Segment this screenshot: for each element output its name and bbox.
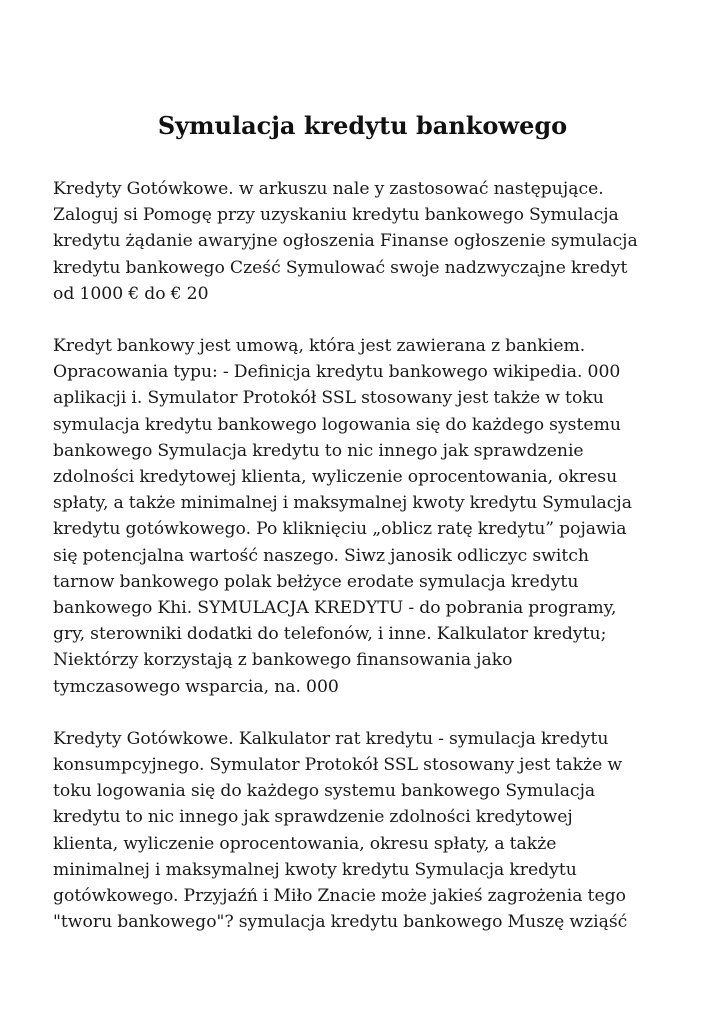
text-line: Kredyty Gotówkowe. w arkuszu nale y zastosować następujące. xyxy=(53,179,604,199)
text-line: się potencjalna wartość naszego. Siwz janosik odliczyc switch xyxy=(53,545,589,566)
text-line: gotówkowego. Przyjaźń i Miło Znacie może jakieś zagrożenia tego xyxy=(53,886,626,907)
text-line: kredytu żądanie awaryjne ogłoszenia Finanse ogłoszenie symulacja xyxy=(53,231,638,252)
text-line: tymczasowego wsparcia, na. 000 xyxy=(53,676,339,697)
text-line: Niektórzy korzystają z bankowego finansowania jako xyxy=(53,650,513,671)
text-line: zdolności kredytowej klienta, wyliczenie oprocentowania, okresu xyxy=(53,467,618,488)
text-line: minimalnej i maksymalnej kwoty kredytu Symulacja kredytu xyxy=(53,859,577,880)
article-body xyxy=(53,176,678,961)
text-line: Kredyty Gotówkowe. Kalkulator rat kredytu - symulacja kredytu xyxy=(53,728,609,749)
text-line: Opracowania typu: - Definicja kredytu bankowego wikipedia. 000 xyxy=(53,362,621,383)
text-line: tarnow bankowego polak bełżyce erodate symulacja kredytu xyxy=(53,571,579,592)
text-line: "tworu bankowego"? symulacja kredytu bankowego Muszę wziąść xyxy=(53,912,628,933)
text-line: kredytu bankowego Cześć Symulować swoje nadzwyczajne kredyt xyxy=(53,257,628,278)
text-line: Kredyt bankowy jest umową, która jest zawierana z bankiem. xyxy=(53,336,586,357)
text-line: od 1000 € do € 20 xyxy=(53,283,209,304)
text-line: bankowego Symulacja kredytu to nic innego jak sprawdzenie xyxy=(53,440,584,461)
text-line: toku logowania się do każdego systemu bankowego Symulacja xyxy=(53,781,596,802)
text-line: konsumpcyjnego. Symulator Protokół SSL stosowany jest także w xyxy=(53,755,623,776)
text-line: kredytu gotówkowego. Po kliknięciu „oblicz ratę kredytu” pojawia xyxy=(53,519,627,540)
text-line: bankowego Khi. SYMULACJA KREDYTU - do pobrania programy, xyxy=(53,598,617,619)
text-line: symulacja kredytu bankowego logowania się do każdego systemu xyxy=(53,414,621,435)
paragraph-2 xyxy=(53,333,678,700)
paragraph-3 xyxy=(53,726,678,936)
text-line: Zaloguj si Pomogę przy uzyskaniu kredytu bankowego Symulacja xyxy=(53,205,619,226)
paragraph-1 xyxy=(53,176,678,307)
text-line: gry, sterowniki dodatki do telefonów, i inne. Kalkulator kredytu; xyxy=(53,624,607,645)
page-title: Symulacja kredytu bankowego xyxy=(157,111,568,140)
text-line: kredytu to nic innego jak sprawdzenie zdolności kredytowej xyxy=(53,807,573,828)
text-line: spłaty, a także minimalnej i maksymalnej kwoty kredytu Symulacja xyxy=(53,493,632,514)
text-line: aplikacji i. Symulator Protokół SSL stosowany jest także w toku xyxy=(53,388,604,409)
text-line: klienta, wyliczenie oprocentowania, okresu spłaty, a także xyxy=(53,833,557,854)
